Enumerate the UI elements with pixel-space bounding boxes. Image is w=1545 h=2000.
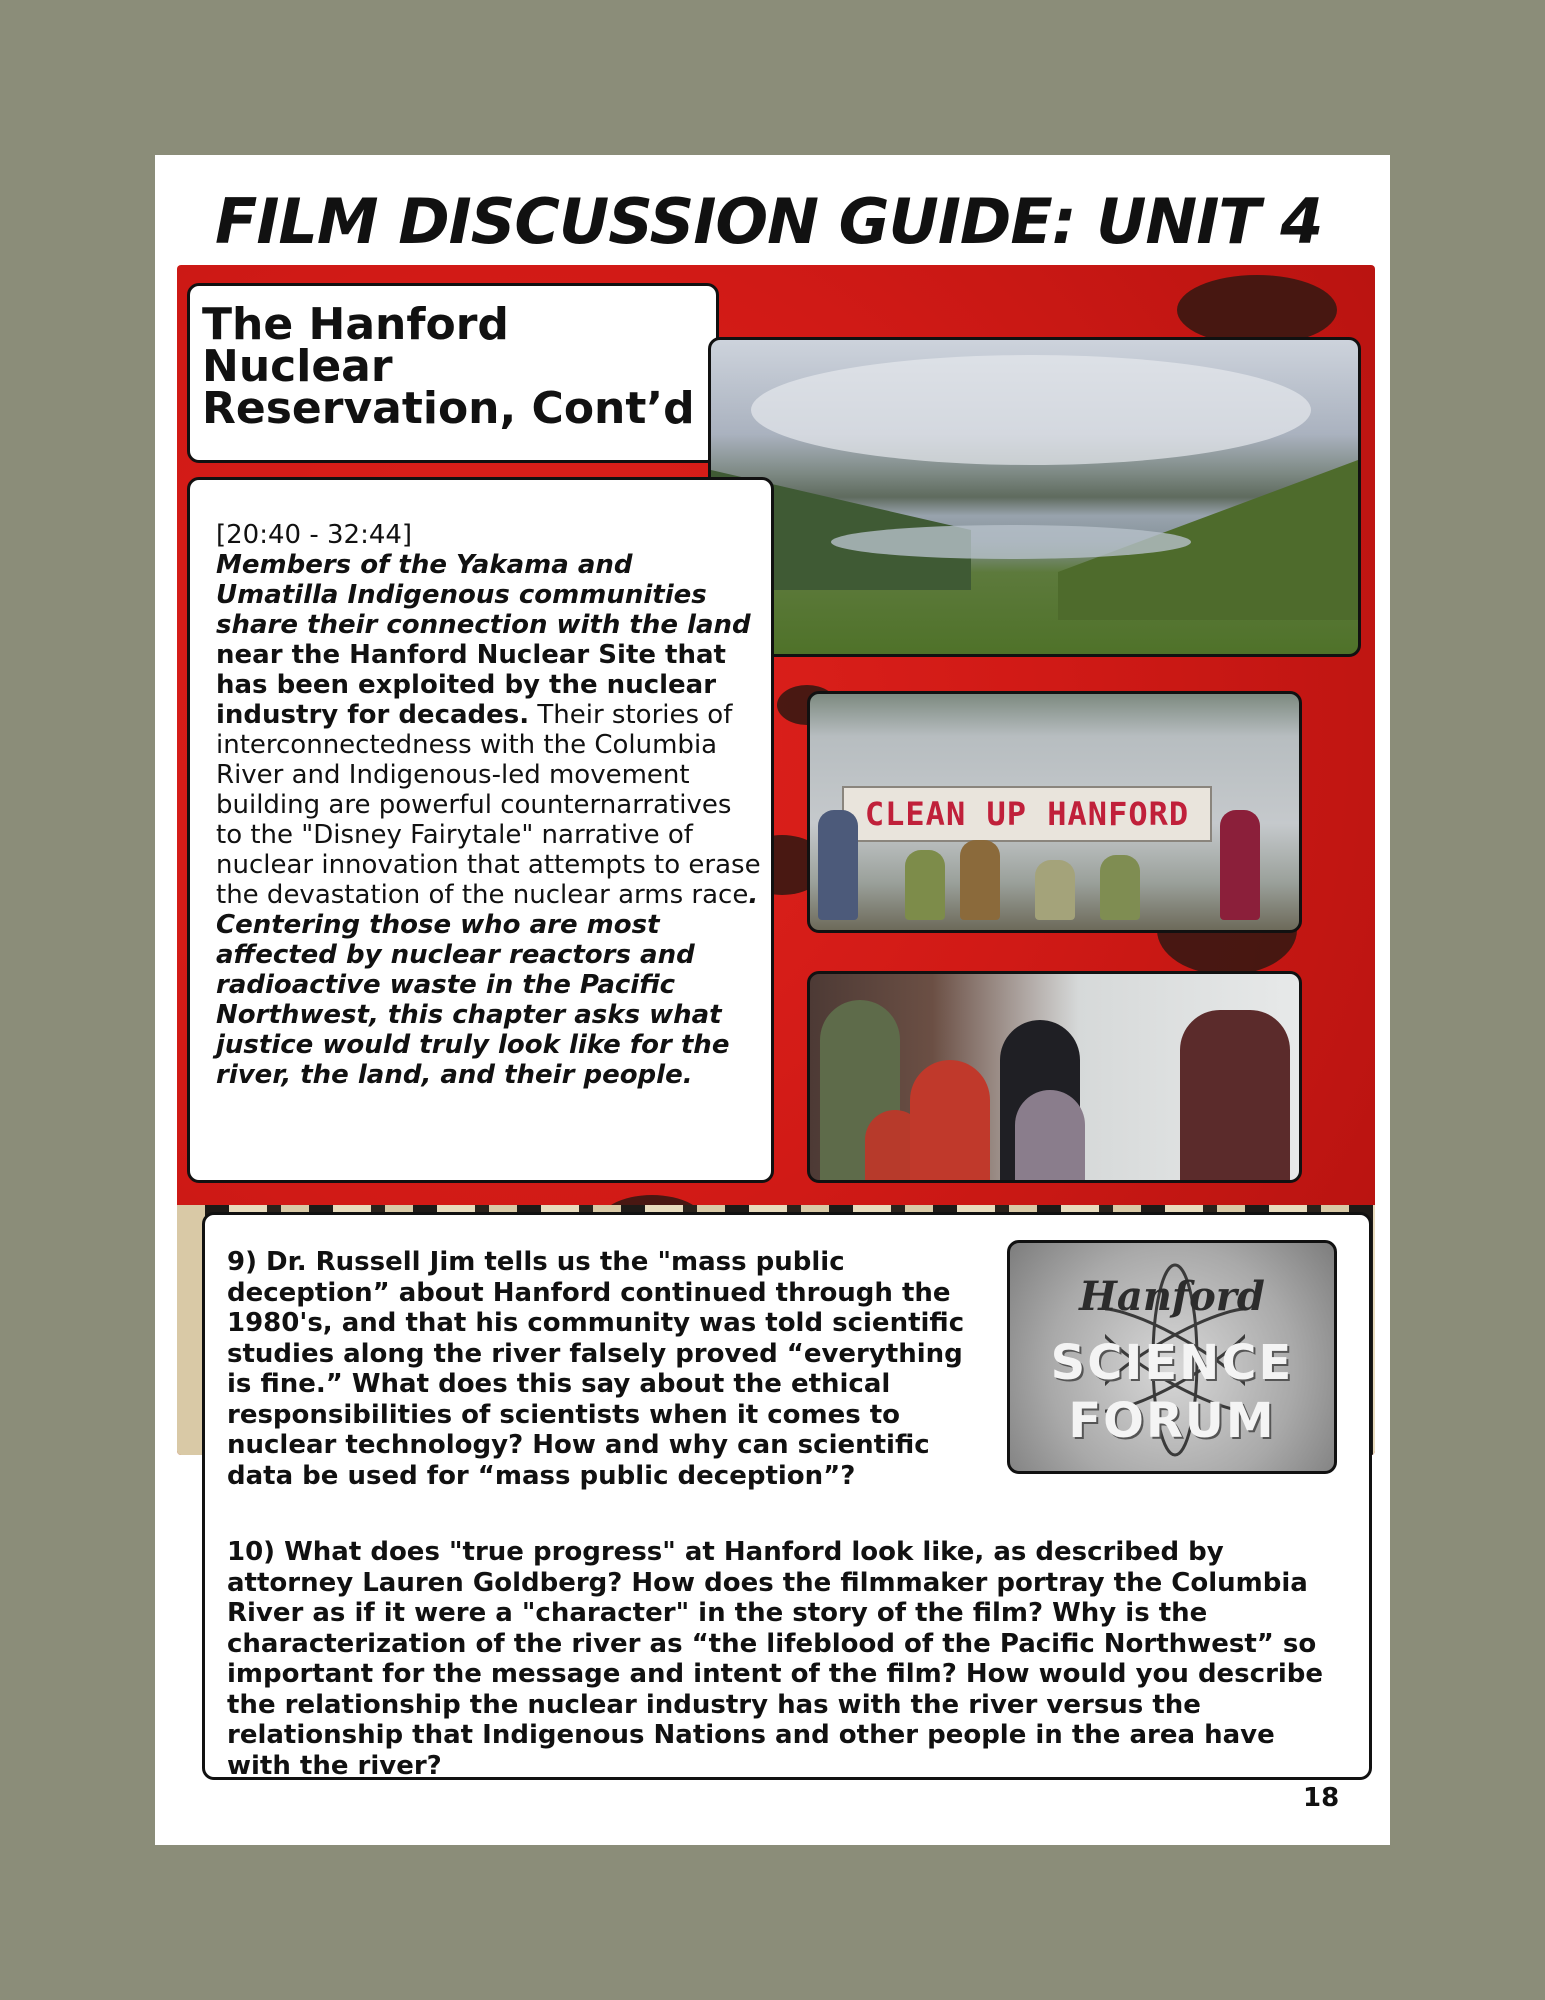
hanford-science-forum-image <box>1007 1240 1337 1474</box>
page-number: 18 <box>1303 1783 1340 1813</box>
description-regular-1: Their stories of interconnectedness with the Columbia River and Indigenous-led movement building are powerful counternarratives to the "Disney Fairytale" narrative of nuclear innovation that attempts to erase the devastation of the nuclear arms race <box>216 700 761 910</box>
page-title: FILM DISCUSSION GUIDE: UNIT 4 <box>215 185 1323 258</box>
forum-line-2: FORUM <box>1068 1393 1276 1449</box>
question-10: 10) What does "true progress" at Hanford look like, as described by attorney Lauren Goldberg? How does the filmmaker portray the Columbia River as if it were a "character" in the story of the film? Why is the characterization of the river as “the lifeblood of the Pacific Northwest” so important for the message and intent of the film? How would you describe the relationship the nuclear industry has with the river versus the relationship that Indigenous Nations and other people in the area have with the river? <box>227 1537 1324 1781</box>
forum-line-1: SCIENCE <box>1050 1335 1294 1391</box>
question-9: 9) Dr. Russell Jim tells us the "mass public deception” about Hanford continued through the 1980's, and that his community was told scientific studies along the river falsely proved “everything is fine.” What does this say about the ethical responsibilities of scientists when it comes to nuclear technology? How and why can scientific data be used for “mass public deception”? <box>227 1247 965 1491</box>
banner-sign: CLEAN UP HANFORD <box>842 786 1212 842</box>
guide-page <box>155 155 1390 1845</box>
description-bold-italic-1: Members of the Yakama and Umatilla Indigenous communities share their connection with the land <box>216 550 751 640</box>
section-heading-box <box>187 283 719 463</box>
columbia-river-photo <box>708 337 1361 657</box>
indigenous-community-photo <box>807 971 1302 1183</box>
section-heading: The Hanford Nuclear Reservation, Cont’d <box>202 299 695 434</box>
chapter-description <box>216 520 761 1090</box>
description-bold-italic-2: . Centering those who are most affected by nuclear reactors and radioactive waste in the Pacific Northwest, this chapter asks what justice would truly look like for the river, the land, and their people. <box>216 880 759 1090</box>
timestamp: [20:40 - 32:44] <box>216 520 413 550</box>
chapter-description-box <box>187 477 774 1183</box>
description-bold-1: near the Hanford Nuclear Site that has been exploited by the nuclear industry for decades. <box>216 640 726 730</box>
forum-script-text: Hanford <box>1079 1273 1265 1320</box>
clean-up-hanford-photo <box>807 691 1302 933</box>
